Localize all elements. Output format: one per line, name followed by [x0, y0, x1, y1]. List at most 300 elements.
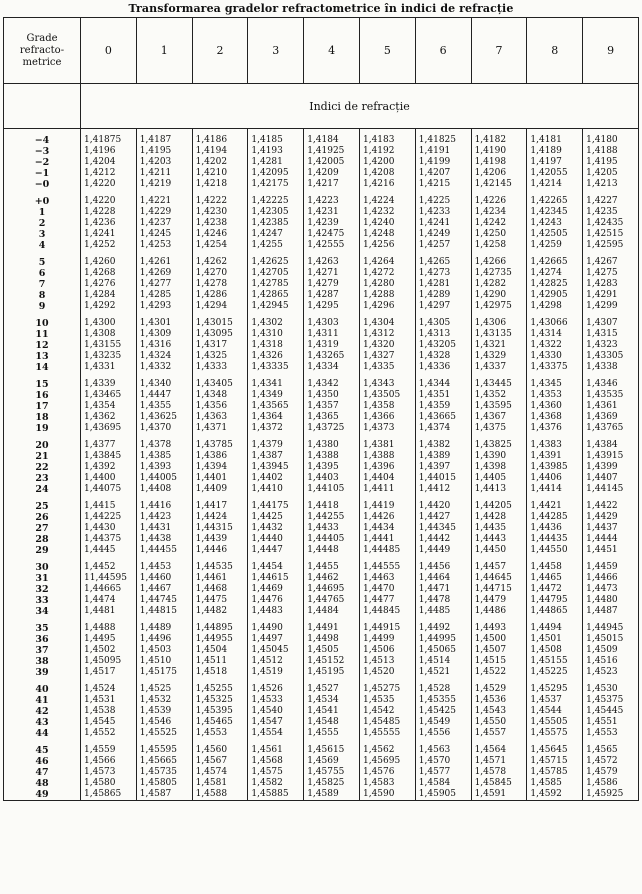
index-value-cell: 1,4230 [192, 207, 248, 218]
index-value-cell: 1,4552 [81, 728, 137, 739]
index-value-cell: 1,4188 [583, 146, 639, 157]
index-value-cell: 1,4440 [248, 534, 304, 545]
index-value-cell: 1,42825 [527, 279, 583, 290]
index-value-cell: 1,42055 [527, 168, 583, 179]
index-value-cell: 1,44955 [192, 634, 248, 645]
index-value-cell: 1,4354 [81, 401, 137, 412]
index-value-cell: 1,4313 [415, 329, 471, 340]
index-value-cell: 1,42595 [583, 240, 639, 251]
table-row [4, 678, 639, 695]
index-value-cell: 1,4398 [471, 462, 527, 473]
page-title: Transformarea gradelor refractometrice în indici de refracție [128, 2, 514, 15]
index-value-cell: 1,4265 [415, 251, 471, 268]
index-value-cell: 1,4279 [304, 279, 360, 290]
index-value-cell: 1,4421 [527, 495, 583, 512]
index-value-cell: 1,4502 [81, 645, 137, 656]
index-value-cell: 1,4509 [583, 645, 639, 656]
index-value-cell: 1,45425 [415, 706, 471, 717]
index-value-cell: 1,4587 [136, 789, 192, 801]
index-value-cell: 1,4391 [527, 451, 583, 462]
index-value-cell: 1,43785 [192, 434, 248, 451]
index-value-cell: 1,4303 [304, 312, 360, 329]
index-value-cell: 1,4526 [248, 678, 304, 695]
index-value-cell: 1,4474 [81, 595, 137, 606]
index-value-cell: 1,4585 [527, 778, 583, 789]
index-value-cell: 1,4555 [304, 728, 360, 739]
index-value-cell: 1,4538 [81, 706, 137, 717]
index-value-cell: 1,4491 [304, 617, 360, 634]
index-value-cell: 1,4343 [359, 373, 415, 390]
index-value-cell: 1,4324 [136, 351, 192, 362]
index-value-cell: 1,44005 [136, 473, 192, 484]
index-value-cell: 1,4393 [136, 462, 192, 473]
index-value-cell: 1,4345 [527, 373, 583, 390]
table-row [4, 584, 639, 595]
index-value-cell: 1,4547 [248, 717, 304, 728]
index-value-cell: 1,44615 [248, 573, 304, 584]
index-value-cell: 1,4379 [248, 434, 304, 451]
index-value-cell: 1,4396 [359, 462, 415, 473]
index-value-cell: 1,44695 [304, 584, 360, 595]
index-value-cell: 1,4327 [359, 351, 415, 362]
index-value-cell: 1,4577 [415, 767, 471, 778]
index-value-cell: 1,4255 [248, 240, 304, 251]
index-value-cell: 1,4556 [415, 728, 471, 739]
index-value-cell: 1,4280 [359, 279, 415, 290]
index-value-cell: 1,45695 [359, 756, 415, 767]
index-value-cell: 1,45595 [136, 739, 192, 756]
index-value-cell: 1,4231 [304, 207, 360, 218]
index-value-cell: 1,4289 [415, 290, 471, 301]
index-value-cell: 1,4542 [359, 706, 415, 717]
index-value-cell: 1,4254 [192, 240, 248, 251]
index-value-cell: 1,4366 [359, 412, 415, 423]
index-value-cell: 1,4576 [359, 767, 415, 778]
index-value-cell: 1,45805 [136, 778, 192, 789]
index-value-cell: 1,42865 [248, 290, 304, 301]
index-value-cell: 1,4489 [136, 617, 192, 634]
index-value-cell: 1,4551 [583, 717, 639, 728]
index-value-cell: 1,4389 [415, 451, 471, 462]
index-value-cell: 1,4245 [136, 229, 192, 240]
index-value-cell: 1,4535 [359, 695, 415, 706]
index-value-cell: 1,4477 [359, 595, 415, 606]
index-value-cell: 1,4560 [192, 739, 248, 756]
index-value-cell: 1,4510 [136, 656, 192, 667]
index-value-cell: 1,4446 [192, 545, 248, 556]
grade-label-cell: 7 [4, 279, 81, 290]
table-row [4, 545, 639, 556]
index-value-cell: 1,4533 [248, 695, 304, 706]
index-value-cell: 1,4198 [471, 157, 527, 168]
grade-label-cell: 17 [4, 401, 81, 412]
index-value-cell: 1,4572 [583, 756, 639, 767]
index-value-cell: 1,4497 [248, 634, 304, 645]
index-value-cell: 1,4382 [415, 434, 471, 451]
index-value-cell: 1,4293 [136, 301, 192, 312]
table-row [4, 207, 639, 218]
index-value-cell: 1,45485 [359, 717, 415, 728]
index-value-cell: 1,44205 [471, 495, 527, 512]
grade-label-cell: 19 [4, 423, 81, 434]
index-value-cell: 1,4399 [583, 462, 639, 473]
index-value-cell: 1,4369 [583, 412, 639, 423]
index-value-cell: 1,4261 [136, 251, 192, 268]
index-value-cell: 1,4517 [81, 667, 137, 678]
grade-label-cell: 34 [4, 606, 81, 617]
grade-label-cell: 43 [4, 717, 81, 728]
index-value-cell: 1,45355 [415, 695, 471, 706]
index-value-cell: 1,4514 [415, 656, 471, 667]
column-header-2: 2 [192, 18, 248, 84]
index-value-cell: 1,4197 [527, 157, 583, 168]
index-value-cell: 1,4482 [192, 606, 248, 617]
column-header-4: 4 [304, 18, 360, 84]
index-value-cell: 1,42505 [527, 229, 583, 240]
index-value-cell: 1,4320 [359, 340, 415, 351]
index-value-cell: 1,42175 [248, 179, 304, 190]
grade-label-cell: 39 [4, 667, 81, 678]
index-value-cell: 1,4513 [359, 656, 415, 667]
index-value-cell: 1,4480 [583, 595, 639, 606]
index-value-cell: 1,44795 [527, 595, 583, 606]
grade-label-cell: 21 [4, 451, 81, 462]
index-value-cell: 1,4520 [359, 667, 415, 678]
index-value-cell: 1,45152 [304, 656, 360, 667]
grade-label-cell: 40 [4, 678, 81, 695]
grade-label-cell: −3 [4, 146, 81, 157]
index-value-cell: 1,45255 [192, 678, 248, 695]
index-value-cell: 1,4266 [471, 251, 527, 268]
index-value-cell: 1,44915 [359, 617, 415, 634]
index-value-cell: 1,4566 [81, 756, 137, 767]
table-row [4, 434, 639, 451]
index-value-cell: 1,44715 [471, 584, 527, 595]
index-value-cell: 1,4500 [471, 634, 527, 645]
grade-label-cell: 47 [4, 767, 81, 778]
index-value-cell: 1,4333 [192, 362, 248, 373]
grade-label-cell: 24 [4, 484, 81, 495]
index-value-cell: 1,4383 [527, 434, 583, 451]
index-value-cell: 1,4267 [583, 251, 639, 268]
table-row [4, 129, 639, 147]
index-value-cell: 1,4565 [583, 739, 639, 756]
subheader-row [4, 84, 639, 129]
table-row [4, 717, 639, 728]
index-value-cell: 1,4219 [136, 179, 192, 190]
index-value-cell: 1,4377 [81, 434, 137, 451]
index-value-cell: 1,45555 [359, 728, 415, 739]
index-value-cell: 1,4206 [471, 168, 527, 179]
index-value-cell: 1,44145 [583, 484, 639, 495]
index-value-cell: 1,4486 [471, 606, 527, 617]
index-value-cell: 1,4196 [81, 146, 137, 157]
grade-label-cell: −4 [4, 129, 81, 147]
index-value-cell: 1,4434 [359, 523, 415, 534]
index-value-cell: 1,4498 [304, 634, 360, 645]
index-value-cell: 1,4329 [471, 351, 527, 362]
index-value-cell: 1,4515 [471, 656, 527, 667]
index-value-cell: 1,4402 [248, 473, 304, 484]
index-value-cell: 1,4581 [192, 778, 248, 789]
index-value-cell: 1,43595 [471, 401, 527, 412]
index-value-cell: 1,45065 [415, 645, 471, 656]
index-value-cell: 1,4512 [248, 656, 304, 667]
index-value-cell: 1,42555 [304, 240, 360, 251]
index-value-cell: 1,4528 [415, 678, 471, 695]
index-value-cell: 1,45785 [527, 767, 583, 778]
index-value-cell: 1,43095 [192, 329, 248, 340]
index-value-cell: 1,42435 [583, 218, 639, 229]
index-value-cell: 1,4215 [415, 179, 471, 190]
index-value-cell: 1,4210 [192, 168, 248, 179]
index-value-cell: 1,45885 [248, 789, 304, 801]
grade-label-cell: 37 [4, 645, 81, 656]
table-row [4, 789, 639, 801]
index-value-cell: 1,44225 [81, 512, 137, 523]
index-value-cell: 1,4570 [415, 756, 471, 767]
table-row [4, 190, 639, 207]
header-row [4, 18, 639, 84]
index-value-cell: 1,4301 [136, 312, 192, 329]
index-value-cell: 1,4207 [415, 168, 471, 179]
index-value-cell: 1,4522 [471, 667, 527, 678]
index-value-cell: 1,4340 [136, 373, 192, 390]
table-row [4, 157, 639, 168]
grade-label-cell: 26 [4, 512, 81, 523]
column-header-3: 3 [248, 18, 304, 84]
index-value-cell: 1,4530 [583, 678, 639, 695]
index-value-cell: 1,4274 [527, 268, 583, 279]
index-value-cell: 1,4545 [81, 717, 137, 728]
index-value-cell: 1,4536 [471, 695, 527, 706]
index-value-cell: 1,4432 [248, 523, 304, 534]
index-value-cell: 1,45095 [81, 656, 137, 667]
table-row [4, 767, 639, 778]
index-value-cell: 1,4487 [583, 606, 639, 617]
index-value-cell: 1,4348 [192, 390, 248, 401]
index-value-cell: 1,4591 [471, 789, 527, 801]
index-value-cell: 1,4240 [359, 218, 415, 229]
index-value-cell: 1,4537 [527, 695, 583, 706]
index-value-cell: 1,4282 [471, 279, 527, 290]
index-value-cell: 1,4238 [192, 218, 248, 229]
index-value-cell: 1,4349 [248, 390, 304, 401]
index-value-cell: 1,44485 [359, 545, 415, 556]
index-value-cell: 1,4518 [192, 667, 248, 678]
index-value-cell: 1,4416 [136, 495, 192, 512]
index-value-cell: 1,4284 [81, 290, 137, 301]
index-value-cell: 1,4387 [248, 451, 304, 462]
index-value-cell: 1,43205 [415, 340, 471, 351]
index-value-cell: 1,4368 [527, 412, 583, 423]
index-value-cell: 1,45825 [304, 778, 360, 789]
index-value-cell: 1,4397 [415, 462, 471, 473]
grade-label-cell: 32 [4, 584, 81, 595]
index-value-cell: 1,42945 [248, 301, 304, 312]
index-value-cell: 1,45195 [304, 667, 360, 678]
index-value-cell: 1,4361 [583, 401, 639, 412]
index-value-cell: 1,4194 [192, 146, 248, 157]
index-value-cell: 1,4328 [415, 351, 471, 362]
index-value-cell: 1,4290 [471, 290, 527, 301]
index-value-cell: 1,4448 [304, 545, 360, 556]
index-value-cell: 1,4588 [192, 789, 248, 801]
index-value-cell: 1,4239 [304, 218, 360, 229]
index-value-cell: 1,4539 [136, 706, 192, 717]
grade-label-cell: 41 [4, 695, 81, 706]
index-value-cell: 1,42145 [471, 179, 527, 190]
index-value-cell: 1,4281 [248, 157, 304, 168]
index-value-cell: 1,4549 [415, 717, 471, 728]
index-value-cell: 1,43695 [81, 423, 137, 434]
index-value-cell: 1,4550 [471, 717, 527, 728]
index-value-cell: 1,4417 [192, 495, 248, 512]
index-value-cell: 1,4583 [359, 778, 415, 789]
index-value-cell: 1,4450 [471, 545, 527, 556]
table-row [4, 756, 639, 767]
index-value-cell: 1,4467 [136, 584, 192, 595]
index-value-cell: 1,4360 [527, 401, 583, 412]
index-value-cell: 1,4331 [81, 362, 137, 373]
index-value-cell: 1,4323 [583, 340, 639, 351]
index-value-cell: 1,4319 [304, 340, 360, 351]
index-value-cell: 1,4475 [192, 595, 248, 606]
grade-label-cell: 28 [4, 534, 81, 545]
index-value-cell: 1,4371 [192, 423, 248, 434]
index-value-cell: 1,4292 [81, 301, 137, 312]
subheader-blank-cell [4, 84, 81, 129]
grade-label-cell: 23 [4, 473, 81, 484]
index-value-cell: 1,4388 [304, 451, 360, 462]
index-value-cell: 1,4578 [471, 767, 527, 778]
index-value-cell: 1,44075 [81, 484, 137, 495]
index-value-cell: 1,43265 [304, 351, 360, 362]
index-value-cell: 1,4385 [136, 451, 192, 462]
index-value-cell: 1,4483 [248, 606, 304, 617]
grade-label-cell: 49 [4, 789, 81, 801]
index-value-cell: 1,45325 [192, 695, 248, 706]
index-value-cell: 1,4445 [81, 545, 137, 556]
index-value-cell: 1,4413 [471, 484, 527, 495]
index-value-cell: 1,4273 [415, 268, 471, 279]
index-value-cell: 1,4246 [192, 229, 248, 240]
index-value-cell: 1,43915 [583, 451, 639, 462]
grade-label-cell: +0 [4, 190, 81, 207]
index-value-cell: 1,4275 [583, 268, 639, 279]
index-value-cell: 1,45645 [527, 739, 583, 756]
index-value-cell: 1,4220 [81, 190, 137, 207]
index-value-cell: 1,4187 [136, 129, 192, 147]
index-value-cell: 1,4373 [359, 423, 415, 434]
index-value-cell: 1,4213 [583, 179, 639, 190]
table-row [4, 146, 639, 157]
grade-label-cell: 12 [4, 340, 81, 351]
index-value-cell: 1,4590 [359, 789, 415, 801]
index-value-cell: 1,4375 [471, 423, 527, 434]
index-value-cell: 1,4516 [583, 656, 639, 667]
grade-label-cell: 13 [4, 351, 81, 362]
index-value-cell: 1,4420 [415, 495, 471, 512]
table-row [4, 268, 639, 279]
index-value-cell: 1,45575 [527, 728, 583, 739]
index-value-cell: 1,42735 [471, 268, 527, 279]
index-value-cell: 1,4553 [192, 728, 248, 739]
index-value-cell: 1,4567 [192, 756, 248, 767]
table-row [4, 523, 639, 534]
grade-label-cell: 33 [4, 595, 81, 606]
index-value-cell: 1,4315 [583, 329, 639, 340]
index-value-cell: 1,4211 [136, 168, 192, 179]
index-value-cell: 1,45715 [527, 756, 583, 767]
index-value-cell: 1,4532 [136, 695, 192, 706]
index-value-cell: 1,4212 [81, 168, 137, 179]
index-value-cell: 1,44550 [527, 545, 583, 556]
table-row [4, 179, 639, 190]
grade-column-header: Grade refracto-metrice [4, 18, 81, 84]
index-value-cell: 1,4472 [527, 584, 583, 595]
index-value-cell: 1,4442 [415, 534, 471, 545]
table-row [4, 301, 639, 312]
index-value-cell: 1,44865 [527, 606, 583, 617]
index-value-cell: 1,4479 [471, 595, 527, 606]
table-row [4, 739, 639, 756]
index-value-cell: 1,4454 [248, 556, 304, 573]
table-row [4, 390, 639, 401]
index-value-cell: 1,4409 [192, 484, 248, 495]
index-value-cell: 1,4499 [359, 634, 415, 645]
index-value-cell: 1,4586 [583, 778, 639, 789]
index-value-cell: 1,4337 [471, 362, 527, 373]
index-value-cell: 1,4309 [136, 329, 192, 340]
index-value-cell: 1,44405 [304, 534, 360, 545]
index-value-cell: 1,4202 [192, 157, 248, 168]
index-value-cell: 1,4579 [583, 767, 639, 778]
index-value-cell: 1,45905 [415, 789, 471, 801]
index-value-cell: 1,4524 [81, 678, 137, 695]
index-value-cell: 1,4543 [471, 706, 527, 717]
index-value-cell: 1,4334 [304, 362, 360, 373]
index-value-cell: 1,4438 [136, 534, 192, 545]
index-value-cell: 1,4471 [415, 584, 471, 595]
grade-label-cell: −1 [4, 168, 81, 179]
index-value-cell: 1,44665 [81, 584, 137, 595]
index-value-cell: 1,43825 [471, 434, 527, 451]
column-header-5: 5 [359, 18, 415, 84]
index-value-cell: 1,4218 [192, 179, 248, 190]
index-value-cell: 1,4429 [583, 512, 639, 523]
index-value-cell: 1,45375 [583, 695, 639, 706]
table-body [4, 129, 639, 801]
index-value-cell: 1,4564 [471, 739, 527, 756]
index-value-cell: 1,42265 [527, 190, 583, 207]
index-value-cell: 1,4447 [136, 390, 192, 401]
grade-label-cell: 4 [4, 240, 81, 251]
table-row [4, 401, 639, 412]
table-row [4, 329, 639, 340]
index-value-cell: 1,4384 [583, 434, 639, 451]
index-value-cell: 1,4229 [136, 207, 192, 218]
index-value-cell: 1,4181 [527, 129, 583, 147]
table-row [4, 778, 639, 789]
index-value-cell: 1,4199 [415, 157, 471, 168]
index-value-cell: 1,4225 [415, 190, 471, 207]
index-value-cell: 1,44815 [136, 606, 192, 617]
index-value-cell: 1,4462 [304, 573, 360, 584]
index-value-cell: 1,4204 [81, 157, 137, 168]
index-value-cell: 1,4559 [81, 739, 137, 756]
index-value-cell: 1,4195 [136, 146, 192, 157]
